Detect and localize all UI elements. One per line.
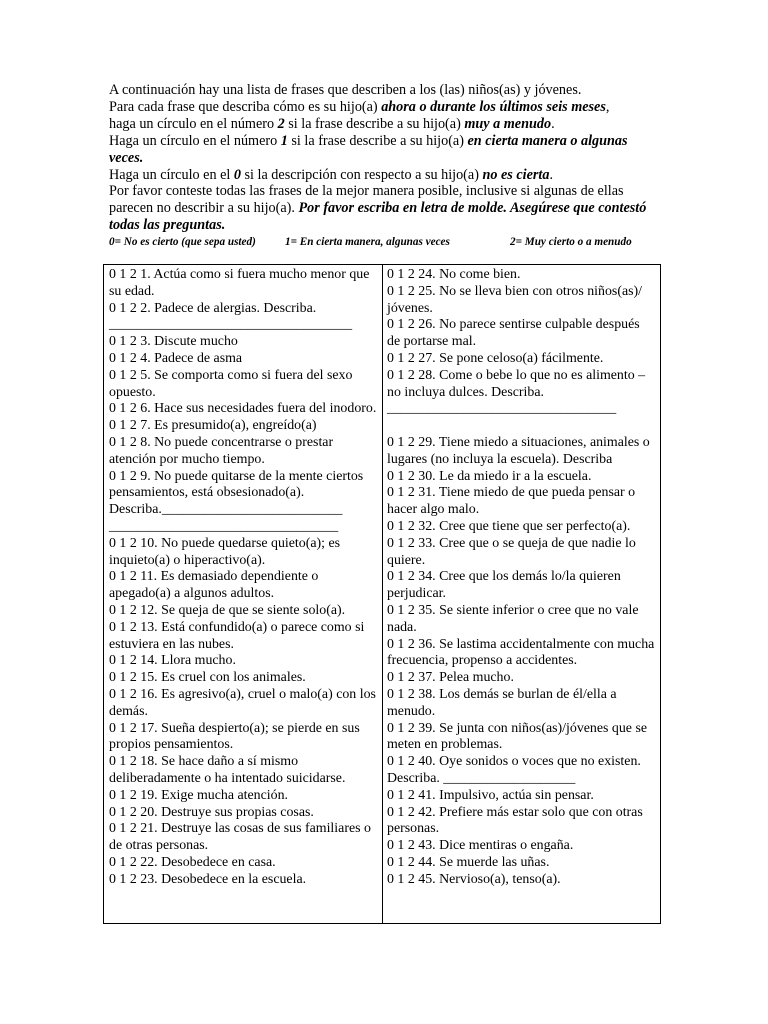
question-item[interactable] xyxy=(387,418,656,435)
question-item[interactable]: 0 1 2 31. Tiene miedo de que pueda pensar o hacer algo malo. xyxy=(387,485,636,518)
instruction-line-4 xyxy=(109,133,659,167)
emphasis: 0 xyxy=(233,166,241,183)
question-item[interactable]: 0 1 2 24. No come bien. xyxy=(387,267,521,282)
question-item[interactable]: 0 1 2 17. Sueña despierto(a); se pierde en sus propios pensamientos. xyxy=(109,720,360,753)
right-column xyxy=(383,265,660,923)
question-item[interactable]: 0 1 2 29. Tiene miedo a situaciones, animales o lugares (no incluya la escuela). Describa xyxy=(387,434,650,467)
instruction-line-2 xyxy=(109,99,659,116)
question-item[interactable]: 0 1 2 28. Come o bebe lo que no es alimento – no incluya dulces. Describa. _________________________________ xyxy=(387,367,646,417)
question-item[interactable]: 0 1 2 21. Destruye las cosas de sus familiares o de otras personas. xyxy=(109,821,371,854)
question-item[interactable]: 0 1 2 23. Desobedece en la escuela. xyxy=(109,871,307,887)
text: Haga un círculo en el xyxy=(109,166,234,183)
question-item[interactable]: 0 1 2 33. Cree que o se queja de que nadie lo quiere. xyxy=(387,535,636,568)
instruction-line-1: A continuación hay una lista de frases que describen a los (las) niños(as) y jóvenes. xyxy=(109,82,582,98)
question-item[interactable]: 0 1 2 7. Es presumido(a), engreído(a) xyxy=(109,418,317,434)
question-item[interactable]: 0 1 2 18. Se hace daño a sí mismo deliberadamente o ha intentado suicidarse. xyxy=(109,754,346,786)
question-item[interactable]: 0 1 2 42. Prefiere más estar solo que con otras personas. xyxy=(387,804,643,837)
instruction-line-3 xyxy=(109,116,659,133)
emphasis: ahora o durante los últimos seis meses xyxy=(381,98,606,115)
question-item[interactable]: 0 1 2 20. Destruye sus propias cosas. xyxy=(109,804,314,820)
question-item[interactable]: 0 1 2 1. Actúa como si fuera mucho menor que su edad. xyxy=(109,267,370,299)
question-item[interactable]: 0 1 2 5. Se comporta como si fuera del sexo opuesto. xyxy=(109,367,353,400)
legend-two: 2= Muy cierto o a menudo xyxy=(510,236,632,248)
instructions xyxy=(109,82,659,234)
scale-legend xyxy=(109,236,669,248)
text: , xyxy=(605,98,610,115)
question-item[interactable]: 0 1 2 40. Oye sonidos o voces que no existen. Describa. ___________________ xyxy=(387,754,641,786)
text: si la frase describe a su hijo(a) xyxy=(284,115,465,132)
text: si la descripción con respecto a su hijo(a) xyxy=(240,166,483,183)
question-item[interactable]: 0 1 2 2. Padece de alergias. Describa. ___________________________________ xyxy=(109,300,353,333)
question-item[interactable]: 0 1 2 15. Es cruel con los animales. xyxy=(109,670,306,686)
question-item[interactable]: 0 1 2 38. Los demás se burlan de él/ella a menudo. xyxy=(387,686,617,719)
question-item[interactable]: 0 1 2 10. No puede quedarse quieto(a); es inquieto(a) o hiperactivo(a). xyxy=(109,535,341,568)
text: Por favor conteste todas las frases de la mejor manera posible, inclusive si algunas de ellas parecen no describir a su hijo(a). xyxy=(109,183,624,217)
emphasis: en cierta manera o algunas veces. xyxy=(109,132,628,166)
question-item[interactable]: 0 1 2 45. Nervioso(a), tenso(a). xyxy=(387,871,561,887)
text: . xyxy=(549,166,554,183)
question-item[interactable]: 0 1 2 13. Está confundido(a) o parece como si estuviera en las nubes. xyxy=(109,619,365,652)
question-item[interactable]: 0 1 2 9. No puede quitarse de la mente ciertos pensamientos, está obsesionado(a). Describa.__________________________ _________________________________ xyxy=(109,468,364,534)
text: si la frase describe a su hijo(a) xyxy=(287,132,468,149)
question-item[interactable]: 0 1 2 12. Se queja de que se siente solo(a). xyxy=(109,602,346,618)
question-item[interactable]: 0 1 2 35. Se siente inferior o cree que no vale nada. xyxy=(387,602,639,635)
question-item[interactable]: 0 1 2 16. Es agresivo(a), cruel o malo(a) con los demás. xyxy=(109,686,376,719)
emphasis: 2 xyxy=(277,115,285,132)
legend-one: 1= En cierta manera, algunas veces xyxy=(285,236,450,248)
question-item[interactable]: 0 1 2 44. Se muerde las uñas. xyxy=(387,854,550,870)
legend-zero: 0= No es cierto (que sepa usted) xyxy=(109,236,256,248)
question-item[interactable]: 0 1 2 43. Dice mentiras o engaña. xyxy=(387,838,574,854)
question-item[interactable]: 0 1 2 14. Llora mucho. xyxy=(109,653,236,669)
emphasis: Por favor escriba en letra de molde. Asegúrese que contestó todas las preguntas. xyxy=(109,200,647,234)
question-item[interactable]: 0 1 2 8. No puede concentrarse o prestar atención por mucho tiempo. xyxy=(109,434,334,467)
question-item[interactable]: 0 1 2 37. Pelea mucho. xyxy=(387,670,514,686)
instruction-line-5 xyxy=(109,167,659,184)
text: . xyxy=(551,115,555,132)
text: Para cada frase que describa cómo es su hijo(a) xyxy=(109,98,382,115)
text: Haga un círculo en el número xyxy=(109,132,281,149)
emphasis: muy a menudo xyxy=(464,115,552,132)
question-item[interactable]: 0 1 2 11. Es demasiado dependiente o apegado(a) a algunos adultos. xyxy=(109,569,319,602)
question-item[interactable]: 0 1 2 36. Se lastima accidentalmente con mucha frecuencia, propenso a accidentes. xyxy=(387,636,655,669)
question-item[interactable]: 0 1 2 4. Padece de asma xyxy=(109,350,243,366)
question-item[interactable]: 0 1 2 39. Se junta con niños(as)/jóvenes que se meten en problemas. xyxy=(387,720,648,753)
text: haga un círculo en el número xyxy=(109,115,278,132)
question-item[interactable]: 0 1 2 30. Le da miedo ir a la escuela. xyxy=(387,468,592,484)
question-item[interactable]: 0 1 2 22. Desobedece en casa. xyxy=(109,854,276,870)
question-item[interactable]: 0 1 2 25. No se lleva bien con otros niños(as)/ jóvenes. xyxy=(387,283,643,316)
question-item[interactable]: 0 1 2 26. No parece sentirse culpable después de portarse mal. xyxy=(387,317,640,350)
question-item[interactable]: 0 1 2 3. Discute mucho xyxy=(109,334,238,350)
question-item[interactable]: 0 1 2 6. Hace sus necesidades fuera del inodoro. xyxy=(109,401,377,417)
question-item[interactable]: 0 1 2 41. Impulsivo, actúa sin pensar. xyxy=(387,787,594,803)
instruction-line-6 xyxy=(109,183,659,234)
emphasis: 1 xyxy=(280,132,288,149)
emphasis: no es cierta xyxy=(482,166,550,183)
question-item[interactable]: 0 1 2 34. Cree que los demás lo/la quieren perjudicar. xyxy=(387,569,621,602)
left-column xyxy=(104,265,383,923)
question-item[interactable]: 0 1 2 27. Se pone celoso(a) fácilmente. xyxy=(387,350,604,366)
question-item[interactable]: 0 1 2 32. Cree que tiene que ser perfecto(a). xyxy=(387,518,631,534)
questionnaire-table xyxy=(103,264,661,924)
question-item[interactable]: 0 1 2 19. Exige mucha atención. xyxy=(109,787,288,803)
